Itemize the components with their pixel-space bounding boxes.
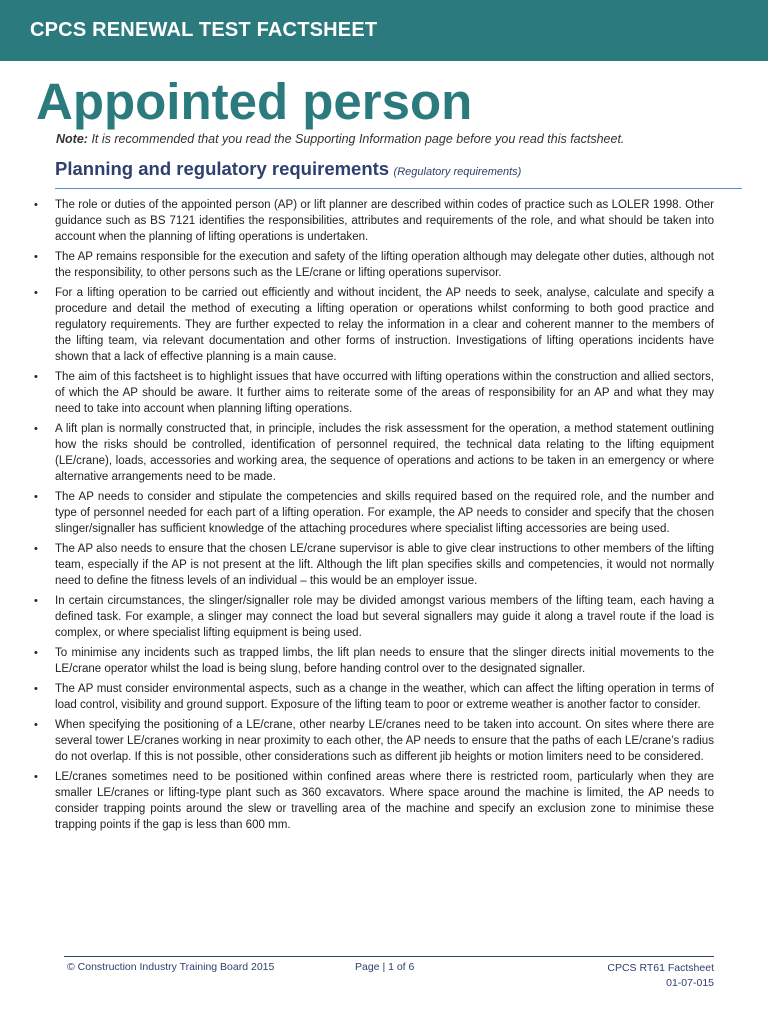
list-item bbox=[34, 421, 714, 485]
bullet-icon: • bbox=[34, 287, 38, 299]
list-item-text: The AP must consider environmental aspects, such as a change in the weather, which can affect the lifting operation in terms of load control, visibility and ground support. Exposure of the lifting team to poor or extreme weather is another factor to consider. bbox=[55, 683, 714, 711]
bullet-icon: • bbox=[34, 423, 38, 435]
bullet-icon: • bbox=[34, 199, 38, 211]
header-bar bbox=[0, 0, 768, 61]
bullet-icon: • bbox=[34, 719, 38, 731]
footer-page-number: Page | 1 of 6 bbox=[355, 961, 415, 973]
page-title: Appointed person bbox=[36, 73, 473, 130]
footer-doc-name: CPCS RT61 Factsheet bbox=[607, 962, 714, 974]
bullet-list bbox=[34, 197, 714, 837]
list-item-text: The AP also needs to ensure that the chosen LE/crane supervisor is able to give clear instructions to other members of the lifting team, especially if the AP is not present at the lift. Although the lift plan specifies skills and competencies, it would not normally need to define the fitness levels of an individual – this would be an employer issue. bbox=[55, 543, 714, 587]
section-heading-subtitle: (Regulatory requirements) bbox=[393, 166, 522, 178]
footer-doc-info bbox=[607, 961, 714, 991]
note bbox=[56, 132, 736, 146]
list-item bbox=[34, 489, 714, 537]
note-text: It is recommended that you read the Supporting Information page before you read this factsheet. bbox=[91, 132, 625, 146]
section-divider bbox=[55, 188, 742, 189]
list-item-text: The role or duties of the appointed person (AP) or lift planner are described within codes of practice such as LOLER 1998. Other guidance such as BS 7121 identifies the responsibilities, attributes and requirements of the role, and what should be taken into account when the planning of lifting operations is undertaken. bbox=[55, 199, 714, 243]
list-item bbox=[34, 681, 714, 713]
list-item-text: LE/cranes sometimes need to be positioned within confined areas where there is restricted room, particularly when they are smaller LE/cranes or lifting-type plant such as 360 excavators. Where space around the machine is limited, the AP needs to consider trapping points around the slew or travelling area of the machine and specify an exclusion zone to minimise these trapping points if the gap is less than 600 mm. bbox=[55, 771, 714, 831]
list-item bbox=[34, 541, 714, 589]
footer-doc-date: 01-07-015 bbox=[666, 977, 714, 989]
bullet-icon: • bbox=[34, 683, 38, 695]
list-item-text: The AP needs to consider and stipulate the competencies and skills required based on the required role, and the number and type of personnel needed for each part of a lifting operation. For example, the AP needs to consider and specify that the chosen slinger/signaller has sufficient knowledge of the attaching procedures where specialist lifting accessories are being used. bbox=[55, 491, 714, 535]
list-item-text: In certain circumstances, the slinger/signaller role may be divided amongst various members of the lifting team, each having a defined task. For example, a slinger may connect the load but several signallers may guide it along a travel route if the load is complex, or where specialist lifting equipment is being used. bbox=[55, 595, 714, 639]
list-item bbox=[34, 717, 714, 765]
list-item-text: The aim of this factsheet is to highlight issues that have occurred with lifting operations within the construction and allied sectors, of which the AP should be aware. It further aims to reiterate some of the areas of responsibility for an AP and what they may need to take into account when planning lifting operations. bbox=[55, 371, 714, 415]
list-item bbox=[34, 645, 714, 677]
note-label: Note: bbox=[56, 132, 88, 146]
bullet-icon: • bbox=[34, 543, 38, 555]
footer-divider bbox=[64, 956, 714, 957]
section-heading-title: Planning and regulatory requirements bbox=[55, 158, 390, 179]
bullet-icon: • bbox=[34, 771, 38, 783]
list-item-text: When specifying the positioning of a LE/crane, other nearby LE/cranes need to be taken into account. On sites where there are several tower LE/cranes working in near proximity to each other, the AP needs to ensure that the paths of each LE/crane’s radius do not overlap. If this is not possible, other considerations such as different jib heights or motion limiters need to be considered. bbox=[55, 719, 714, 763]
list-item-text: For a lifting operation to be carried out efficiently and without incident, the AP needs to seek, analyse, calculate and specify a procedure and detail the method of executing a lifting operation or operations whilst conforming to both good practice and regulatory requirements. They are further expected to relay the information in a clear and coherent manner to the members of the lifting team, via relevant documentation and other forms of instruction. Investigations of lifting operations incidents have shown that a lack of effective planning is a main cause. bbox=[55, 287, 714, 363]
footer-copyright: © Construction Industry Training Board 2015 bbox=[67, 961, 275, 973]
list-item bbox=[34, 593, 714, 641]
list-item bbox=[34, 285, 714, 365]
bullet-icon: • bbox=[34, 595, 38, 607]
list-item bbox=[34, 369, 714, 417]
list-item-text: A lift plan is normally constructed that, in principle, includes the risk assessment for the operation, a method statement outlining how the risks should be controlled, identification of personnel required, the technical data relating to the lifting equipment (LE/crane), loads, accessories and working area, the sequence of operations and actions to be taken in an emergency or where alternative arrangements need to be made. bbox=[55, 423, 714, 483]
list-item bbox=[34, 249, 714, 281]
bullet-icon: • bbox=[34, 371, 38, 383]
bullet-icon: • bbox=[34, 491, 38, 503]
list-item bbox=[34, 769, 714, 833]
list-item-text: The AP remains responsible for the execution and safety of the lifting operation although may delegate other duties, although not the responsibility, to other persons such as the LE/crane or lifting operations supervisor. bbox=[55, 251, 714, 279]
section-heading bbox=[55, 158, 745, 180]
header-title: CPCS RENEWAL TEST FACTSHEET bbox=[30, 19, 378, 41]
bullet-icon: • bbox=[34, 251, 38, 263]
bullet-icon: • bbox=[34, 647, 38, 659]
list-item bbox=[34, 197, 714, 245]
list-item-text: To minimise any incidents such as trapped limbs, the lift plan needs to ensure that the slinger directs initial movements to the LE/crane operator whilst the load is being slung, before handing control over to the designated signaller. bbox=[55, 647, 714, 675]
